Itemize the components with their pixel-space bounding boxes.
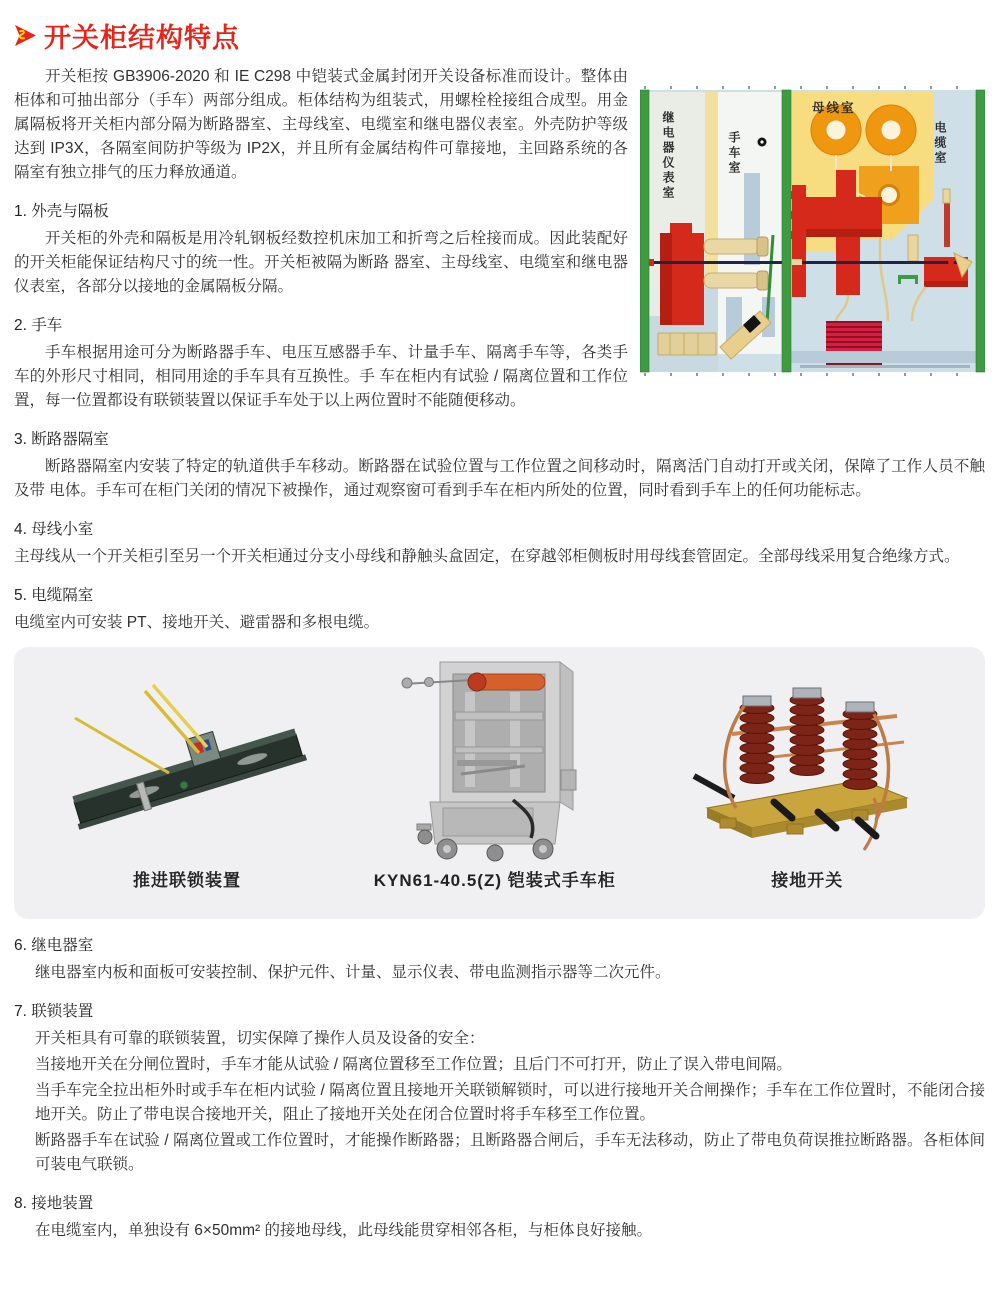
diagram-label-relay-room: 继电器仪表室 — [661, 111, 675, 201]
page-title-row — [14, 16, 985, 55]
section-7-body — [14, 1027, 985, 1177]
document-body — [14, 65, 985, 1243]
page-title: 开关柜结构特点 — [44, 23, 240, 53]
section-2-heading: 2. 手车 — [14, 317, 63, 334]
section-7-paragraph-3: 当手车完全拉出柜外时或手车在柜内试验 / 隔离位置且接地开关联锁解锁时，可以进行接地开关合闸操作；手车在工作位置时，不能闭合接地开关。防止了带电误合接地开关，阻止了接地开关处在闭合位置时将手车移至工作位置。 — [35, 1082, 985, 1123]
caption-earthing-switch: 接地开关 — [771, 871, 844, 890]
section-6-paragraph: 继电器室内板和面板可安装控制、保护元件、计量、显示仪表、带电监测指示器等二次元件。 — [35, 964, 671, 981]
diagram-label-busbar-room: 母线室 — [812, 101, 856, 115]
section-3-paragraph: 断路器隔室内安装了特定的轨道供手车移动。断路器在试验位置与工作位置之间移动时，隔离活门自动打开或关闭，保障了工作人员不触及带 电体。手车可在柜门关闭的情况下被操作，通过观察窗可看到手车在柜内所处的位置，同时看到手车上的任何功能标志。 — [14, 458, 985, 499]
section-6-heading: 6. 继电器室 — [14, 937, 94, 954]
section-8-paragraph: 在电缆室内，单独设有 6×50mm² 的接地母线，此母线能贯穿相邻各柜，与柜体良好接触。 — [35, 1222, 653, 1239]
section-7-paragraph-4: 断路器手车在试验 / 隔离位置或工作位置时，才能操作断路器；且断路器合闸后，手车无法移动，防止了带电负荷误推拉断路器。各柜体间可装电气联锁。 — [35, 1132, 985, 1173]
section-4-heading: 4. 母线小室 — [14, 521, 94, 538]
section-3-heading: 3. 断路器隔室 — [14, 431, 109, 448]
cabinet-structure-diagram — [640, 85, 985, 377]
diagram-label-handcart-room: 手车室 — [727, 131, 741, 176]
handcart-cabinet-image — [348, 647, 642, 869]
section-7-heading: 7. 联锁装置 — [14, 1003, 94, 1020]
section-8-heading: 8. 接地装置 — [14, 1195, 94, 1212]
section-7-paragraph-1: 开关柜具有可靠的联锁装置，切实保障了操作人员及设备的安全： — [35, 1030, 485, 1047]
intro-paragraph: 开关柜按 GB3906-2020 和 IE C298 中铠装式金属封闭开关设备标准而设计。整体由柜体和可抽出部分（手车）两部分组成。柜体结构为组装式，用螺栓栓接组合成型。用金属隔板将开关柜内部分隔为断路器室、主母线室、电缆室和继电器仪表室。外壳防护等级达到 IP3X，各隔室间防护等级为 IP2X，并且所有金属结构件可靠接地，主回路系统的各隔室有独立排气的压力释放通道。 — [14, 68, 628, 181]
section-1-heading: 1. 外壳与隔板 — [14, 203, 109, 220]
interlock-device-image — [26, 647, 348, 869]
caption-interlock-device: 推进联锁装置 — [132, 871, 241, 890]
section-2-paragraph: 手车根据用途可分为断路器手车、电压互感器手车、计量手车、隔离手车等，各类手车的外形尺寸相同，相同用途的手车具有互换性。手 车在柜内有试验 / 隔离位置和工作位置，每一位置都设有联锁装置以保证手车处于以上两位置时不能随便移动。 — [14, 344, 628, 409]
gallery-item-handcart-cabinet — [348, 647, 642, 919]
gallery-item-earthing-switch — [642, 647, 973, 919]
section-7-paragraph-2: 当接地开关在分闸位置时，手车才能从试验 / 隔离位置移至工作位置；且后门不可打开，防止了误入带电间隔。 — [35, 1056, 792, 1073]
caption-handcart-cabinet: KYN61-40.5(Z) 铠装式手车柜 — [373, 871, 616, 890]
red-pennant-icon — [14, 23, 37, 48]
section-5-paragraph: 电缆室内可安装 PT、接地开关、避雷器和多根电缆。 — [14, 614, 380, 631]
gallery-item-interlock — [26, 647, 348, 919]
section-5-heading: 5. 电缆隔室 — [14, 587, 94, 604]
product-gallery — [14, 647, 985, 919]
section-4-paragraph: 主母线从一个开关柜引至另一个开关柜通过分支小母线和静触头盒固定，在穿越邻柜侧板时用母线套管固定。全部母线采用复合绝缘方式。 — [14, 548, 960, 565]
earthing-switch-image — [642, 647, 973, 869]
diagram-label-cable-room: 电缆室 — [933, 121, 947, 166]
section-1-paragraph: 开关柜的外壳和隔板是用冷轧钢板经数控机床加工和折弯之后栓接而成。因此装配好的开关柜能保证结构尺寸的统一性。开关柜被隔为断路 器室、主母线室、电缆室和继电器仪表室，各部分以接地的金属隔板分隔。 — [14, 230, 628, 295]
